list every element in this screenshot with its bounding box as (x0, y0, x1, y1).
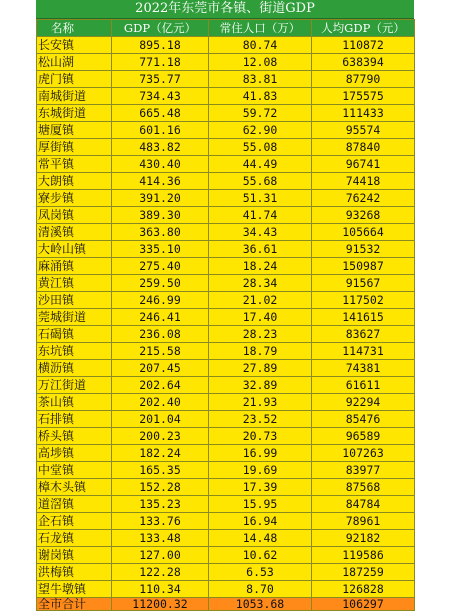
row-gdp-per-capita: 92294 (312, 394, 415, 411)
row-name: 高埗镇 (37, 445, 112, 462)
row-gdp: 110.34 (112, 581, 209, 598)
row-population: 8.70 (209, 581, 312, 598)
table-row (37, 139, 415, 156)
row-population: 18.79 (209, 343, 312, 360)
row-name: 道滘镇 (37, 496, 112, 513)
row-name: 麻涌镇 (37, 258, 112, 275)
row-name: 清溪镇 (37, 224, 112, 241)
row-name: 寮步镇 (37, 190, 112, 207)
row-population: 14.48 (209, 530, 312, 547)
row-gdp-per-capita: 78961 (312, 513, 415, 530)
row-gdp-per-capita: 117502 (312, 292, 415, 309)
row-name: 松山湖 (37, 54, 112, 71)
row-gdp: 771.18 (112, 54, 209, 71)
total-label: 全市合计 (37, 598, 112, 611)
table-row (37, 394, 415, 411)
row-gdp: 895.18 (112, 37, 209, 54)
row-population: 44.49 (209, 156, 312, 173)
row-name: 大岭山镇 (37, 241, 112, 258)
row-name: 万江街道 (37, 377, 112, 394)
row-gdp-per-capita: 114731 (312, 343, 415, 360)
row-name: 洪梅镇 (37, 564, 112, 581)
row-population: 83.81 (209, 71, 312, 88)
row-gdp-per-capita: 119586 (312, 547, 415, 564)
row-gdp: 127.00 (112, 547, 209, 564)
row-name: 常平镇 (37, 156, 112, 173)
table-row (37, 462, 415, 479)
row-gdp-per-capita: 95574 (312, 122, 415, 139)
row-gdp-per-capita: 92182 (312, 530, 415, 547)
total-population: 1053.68 (209, 598, 312, 611)
row-gdp-per-capita: 107263 (312, 445, 415, 462)
row-gdp-per-capita: 76242 (312, 190, 415, 207)
row-name: 虎门镇 (37, 71, 112, 88)
row-gdp-per-capita: 96589 (312, 428, 415, 445)
row-name: 黄江镇 (37, 275, 112, 292)
row-name: 横沥镇 (37, 360, 112, 377)
table-row (37, 224, 415, 241)
row-name: 石碣镇 (37, 326, 112, 343)
row-population: 18.24 (209, 258, 312, 275)
table-row (37, 88, 415, 105)
table-row (37, 292, 415, 309)
table-row (37, 428, 415, 445)
row-name: 长安镇 (37, 37, 112, 54)
row-gdp-per-capita: 91567 (312, 275, 415, 292)
header-row (37, 20, 415, 37)
table-row (37, 122, 415, 139)
row-name: 沙田镇 (37, 292, 112, 309)
row-population: 6.53 (209, 564, 312, 581)
row-gdp: 259.50 (112, 275, 209, 292)
header-name: 名称 (37, 20, 112, 37)
row-gdp-per-capita: 141615 (312, 309, 415, 326)
row-name: 中堂镇 (37, 462, 112, 479)
row-gdp-per-capita: 638394 (312, 54, 415, 71)
row-name: 东坑镇 (37, 343, 112, 360)
row-name: 樟木头镇 (37, 479, 112, 496)
gdp-sheet (36, 0, 414, 611)
row-gdp-per-capita: 87790 (312, 71, 415, 88)
row-gdp: 363.80 (112, 224, 209, 241)
row-gdp-per-capita: 187259 (312, 564, 415, 581)
row-gdp: 734.43 (112, 88, 209, 105)
table-row (37, 547, 415, 564)
row-gdp-per-capita: 91532 (312, 241, 415, 258)
table-row (37, 37, 415, 54)
row-population: 80.74 (209, 37, 312, 54)
table-row (37, 530, 415, 547)
table-row (37, 445, 415, 462)
table-row (37, 343, 415, 360)
row-population: 62.90 (209, 122, 312, 139)
table-row (37, 309, 415, 326)
row-gdp: 165.35 (112, 462, 209, 479)
row-gdp-per-capita: 110872 (312, 37, 415, 54)
row-population: 17.40 (209, 309, 312, 326)
row-name: 塘厦镇 (37, 122, 112, 139)
row-gdp: 182.24 (112, 445, 209, 462)
table-row (37, 326, 415, 343)
row-population: 34.43 (209, 224, 312, 241)
row-gdp-per-capita: 96741 (312, 156, 415, 173)
row-population: 16.99 (209, 445, 312, 462)
row-population: 21.93 (209, 394, 312, 411)
row-population: 28.34 (209, 275, 312, 292)
row-population: 59.72 (209, 105, 312, 122)
row-gdp: 133.48 (112, 530, 209, 547)
row-population: 20.73 (209, 428, 312, 445)
table-row (37, 173, 415, 190)
row-gdp: 207.45 (112, 360, 209, 377)
header-gdp-per-capita: 人均GDP（元） (312, 20, 415, 37)
row-gdp: 275.40 (112, 258, 209, 275)
row-name: 莞城街道 (37, 309, 112, 326)
table-row (37, 275, 415, 292)
sheet-title: 2022年东莞市各镇、街道GDP (36, 0, 414, 19)
table-row (37, 411, 415, 428)
row-population: 16.94 (209, 513, 312, 530)
row-name: 桥头镇 (37, 428, 112, 445)
row-name: 凤岗镇 (37, 207, 112, 224)
row-population: 36.61 (209, 241, 312, 258)
row-name: 大朗镇 (37, 173, 112, 190)
table-row (37, 479, 415, 496)
table-row (37, 564, 415, 581)
row-gdp-per-capita: 84784 (312, 496, 415, 513)
row-gdp-per-capita: 74381 (312, 360, 415, 377)
table-row (37, 190, 415, 207)
row-population: 19.69 (209, 462, 312, 479)
row-population: 41.74 (209, 207, 312, 224)
row-population: 23.52 (209, 411, 312, 428)
total-row (37, 598, 415, 611)
row-name: 东城街道 (37, 105, 112, 122)
row-gdp-per-capita: 85476 (312, 411, 415, 428)
row-gdp: 335.10 (112, 241, 209, 258)
row-gdp: 201.04 (112, 411, 209, 428)
row-gdp-per-capita: 87840 (312, 139, 415, 156)
row-gdp: 202.40 (112, 394, 209, 411)
row-gdp: 601.16 (112, 122, 209, 139)
row-gdp: 735.77 (112, 71, 209, 88)
header-gdp: GDP（亿元） (112, 20, 209, 37)
row-gdp-per-capita: 150987 (312, 258, 415, 275)
row-gdp: 430.40 (112, 156, 209, 173)
row-gdp: 133.76 (112, 513, 209, 530)
table-row (37, 71, 415, 88)
table-row (37, 105, 415, 122)
table-row (37, 581, 415, 598)
row-gdp: 389.30 (112, 207, 209, 224)
header-population: 常住人口（万） (209, 20, 312, 37)
row-gdp: 391.20 (112, 190, 209, 207)
row-gdp-per-capita: 83977 (312, 462, 415, 479)
row-gdp: 665.48 (112, 105, 209, 122)
table-row (37, 54, 415, 71)
table-row (37, 156, 415, 173)
row-name: 企石镇 (37, 513, 112, 530)
row-name: 厚街镇 (37, 139, 112, 156)
row-gdp: 152.28 (112, 479, 209, 496)
table-row (37, 513, 415, 530)
table-row (37, 241, 415, 258)
row-gdp: 215.58 (112, 343, 209, 360)
total-gdp: 11200.32 (112, 598, 209, 611)
row-population: 51.31 (209, 190, 312, 207)
row-gdp: 483.82 (112, 139, 209, 156)
row-gdp-per-capita: 83627 (312, 326, 415, 343)
row-gdp: 200.23 (112, 428, 209, 445)
table-row (37, 496, 415, 513)
row-name: 石龙镇 (37, 530, 112, 547)
row-name: 茶山镇 (37, 394, 112, 411)
table-row (37, 377, 415, 394)
row-population: 28.23 (209, 326, 312, 343)
table-row (37, 360, 415, 377)
row-population: 55.68 (209, 173, 312, 190)
table-body (37, 37, 415, 598)
row-gdp: 246.41 (112, 309, 209, 326)
row-name: 望牛墩镇 (37, 581, 112, 598)
row-gdp-per-capita: 61611 (312, 377, 415, 394)
row-gdp: 135.23 (112, 496, 209, 513)
row-gdp: 246.99 (112, 292, 209, 309)
row-population: 17.39 (209, 479, 312, 496)
row-population: 32.89 (209, 377, 312, 394)
row-name: 石排镇 (37, 411, 112, 428)
row-population: 27.89 (209, 360, 312, 377)
row-gdp-per-capita: 87568 (312, 479, 415, 496)
row-name: 南城街道 (37, 88, 112, 105)
row-population: 12.08 (209, 54, 312, 71)
row-gdp-per-capita: 93268 (312, 207, 415, 224)
row-population: 15.95 (209, 496, 312, 513)
row-name: 谢岗镇 (37, 547, 112, 564)
row-population: 10.62 (209, 547, 312, 564)
row-gdp: 202.64 (112, 377, 209, 394)
table-row (37, 258, 415, 275)
row-gdp-per-capita: 175575 (312, 88, 415, 105)
row-gdp: 414.36 (112, 173, 209, 190)
row-population: 41.83 (209, 88, 312, 105)
total-gdp-per-capita: 106297 (312, 598, 415, 611)
table-row (37, 207, 415, 224)
row-gdp: 122.28 (112, 564, 209, 581)
row-gdp: 236.08 (112, 326, 209, 343)
row-gdp-per-capita: 105664 (312, 224, 415, 241)
gdp-table (36, 19, 415, 611)
row-gdp-per-capita: 74418 (312, 173, 415, 190)
row-population: 55.08 (209, 139, 312, 156)
row-gdp-per-capita: 126828 (312, 581, 415, 598)
row-population: 21.02 (209, 292, 312, 309)
row-gdp-per-capita: 111433 (312, 105, 415, 122)
